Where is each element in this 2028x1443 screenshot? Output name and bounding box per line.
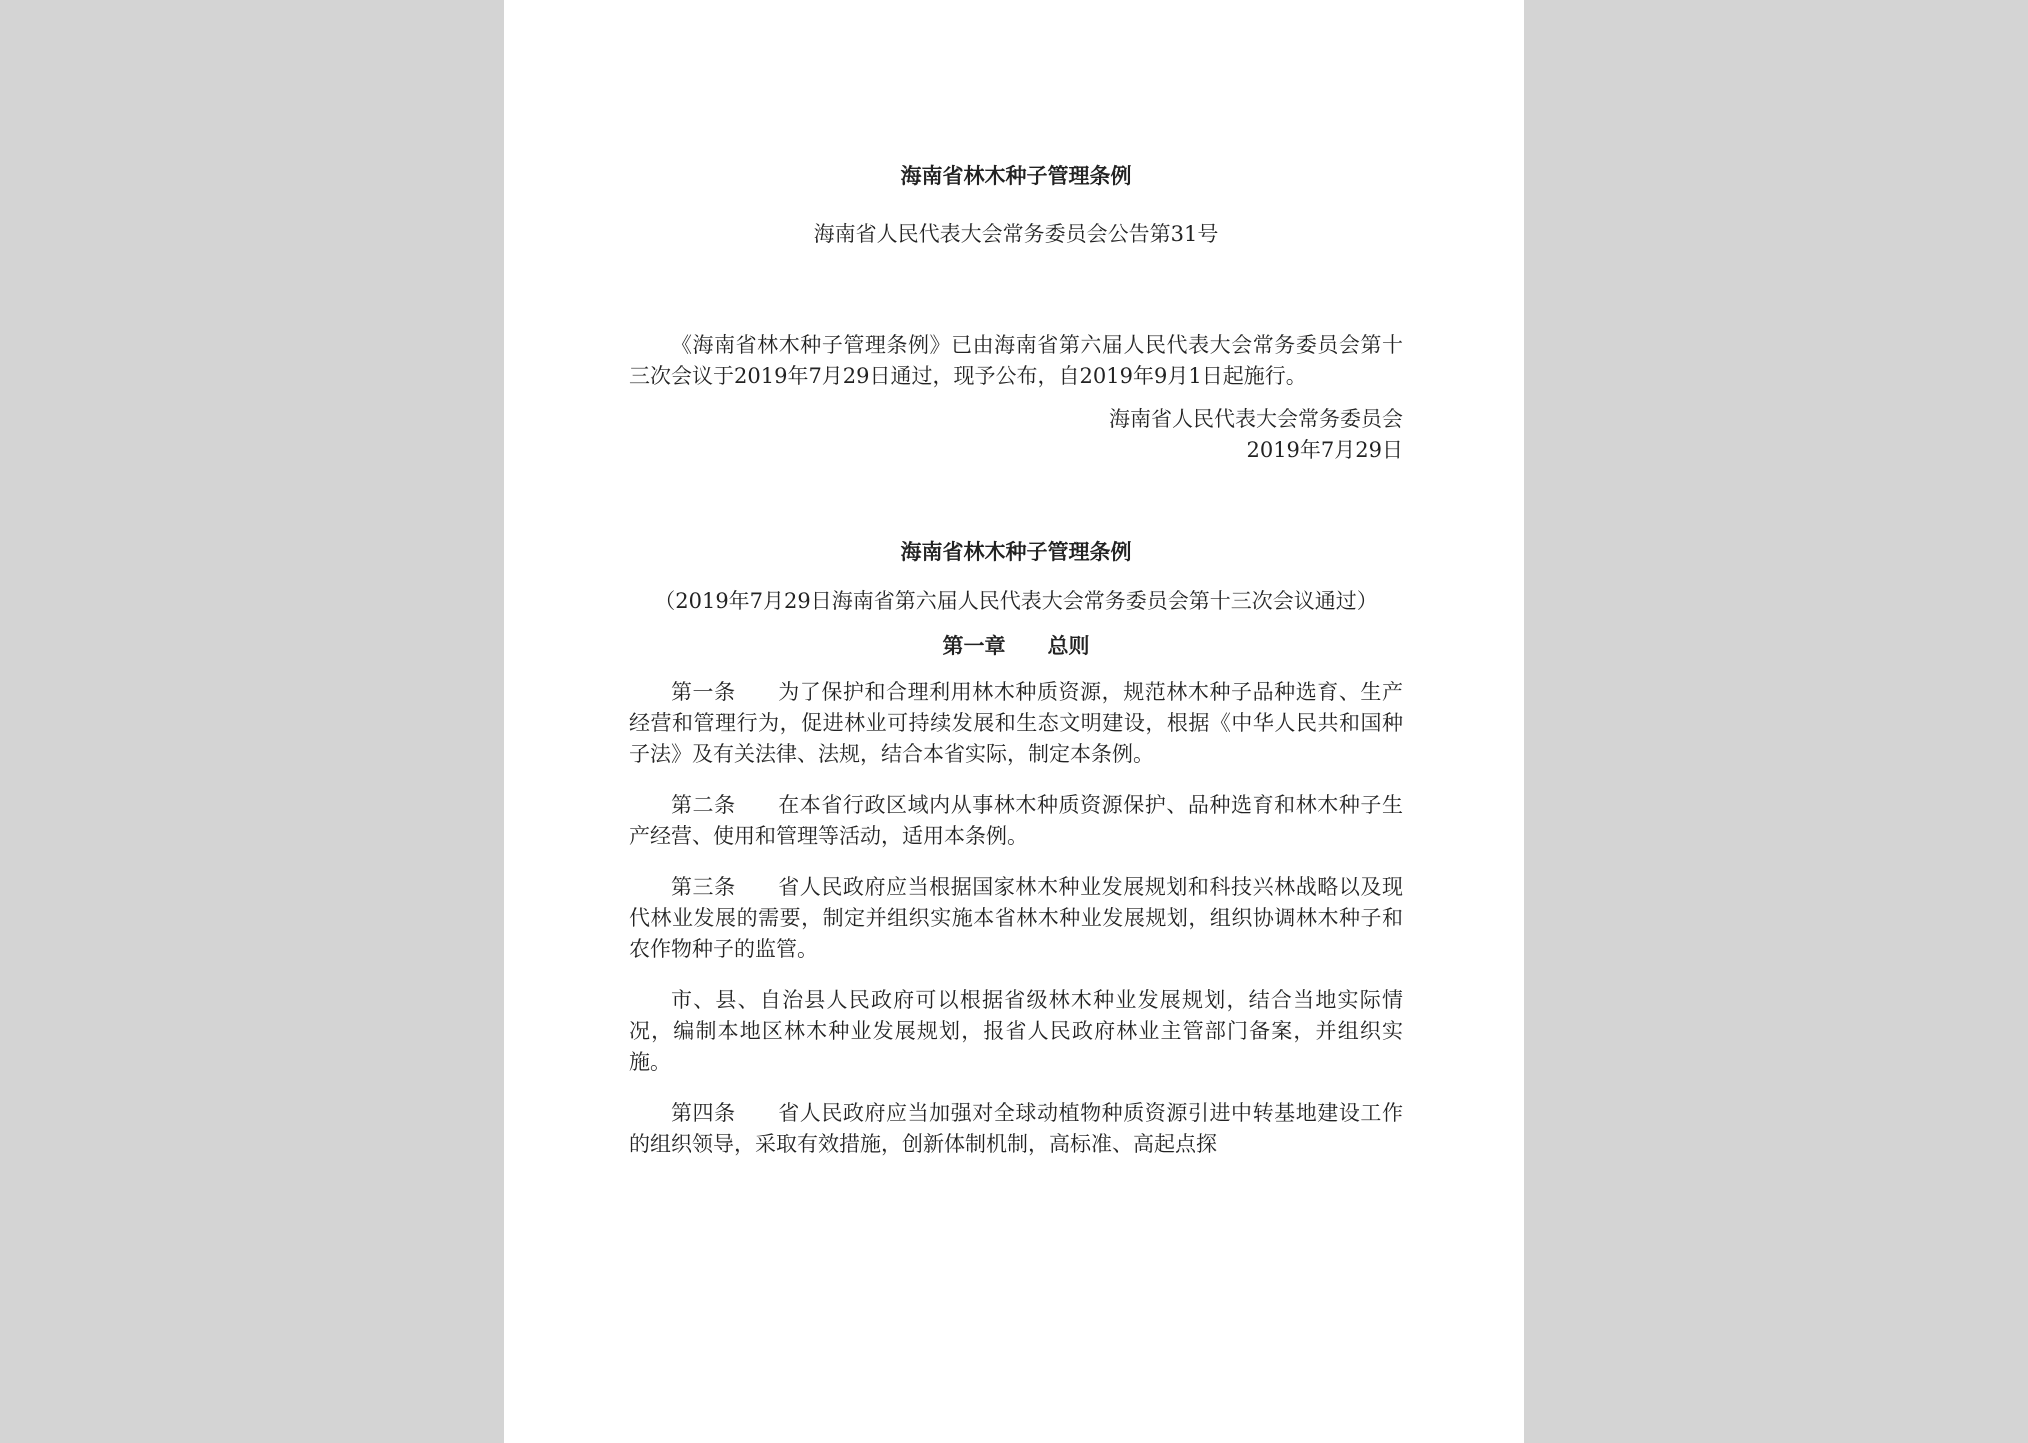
regulation-title: 海南省林木种子管理条例	[900, 539, 1132, 564]
article-text: 省人民政府应当根据国家林木种业发展规划和科技兴林战略以及现代林业发展的需要，制定并组织实施本省林木种业发展规划，组织协调林木种子和农作物种子的监管。	[629, 875, 1403, 961]
passed-note: （2019年7月29日海南省第六届人民代表大会常务委员会第十三次会议通过）	[654, 589, 1378, 613]
article-label: 第一条	[671, 680, 736, 704]
article-paragraph	[629, 1098, 1403, 1160]
announcement-number: 海南省人民代表大会常务委员会公告第31号	[813, 222, 1219, 246]
document-content	[629, 160, 1403, 1160]
article-paragraph	[629, 790, 1403, 852]
article-paragraph	[629, 872, 1403, 965]
article-label: 第二条	[671, 793, 736, 817]
article-text: 在本省行政区域内从事林木种质资源保护、品种选育和林木种子生产经营、使用和管理等活动，适用本条例。	[629, 793, 1403, 848]
article-paragraph	[629, 677, 1403, 770]
article-text: 省人民政府应当加强对全球动植物种质资源引进中转基地建设工作的组织领导，采取有效措施，创新体制机制，高标准、高起点探	[629, 1101, 1403, 1156]
article-text: 市、县、自治县人民政府可以根据省级林木种业发展规划，结合当地实际情况，编制本地区林木种业发展规划，报省人民政府林业主管部门备案，并组织实施。	[629, 988, 1403, 1074]
intro-paragraph: 《海南省林木种子管理条例》已由海南省第六届人民代表大会常务委员会第十三次会议于2019年7月29日通过，现予公布，自2019年9月1日起施行。	[629, 333, 1403, 388]
signature-block	[629, 404, 1403, 466]
signature-org: 海南省人民代表大会常务委员会	[1109, 407, 1403, 431]
chapter-title: 总则	[1047, 633, 1090, 658]
article-paragraph	[629, 985, 1403, 1078]
chapter-heading	[629, 627, 1403, 665]
chapter-number: 第一章	[942, 633, 1006, 658]
article-text: 为了保护和合理利用林木种质资源，规范林木种子品种选育、生产经营和管理行为，促进林业可持续发展和生态文明建设，根据《中华人民共和国种子法》及有关法律、法规，结合本省实际，制定本条例。	[629, 680, 1403, 766]
article-label: 第四条	[671, 1101, 736, 1125]
document-title: 海南省林木种子管理条例	[900, 163, 1132, 188]
signature-date: 2019年7月29日	[1246, 438, 1403, 462]
document-page	[504, 0, 1524, 1443]
article-label: 第三条	[671, 875, 736, 899]
